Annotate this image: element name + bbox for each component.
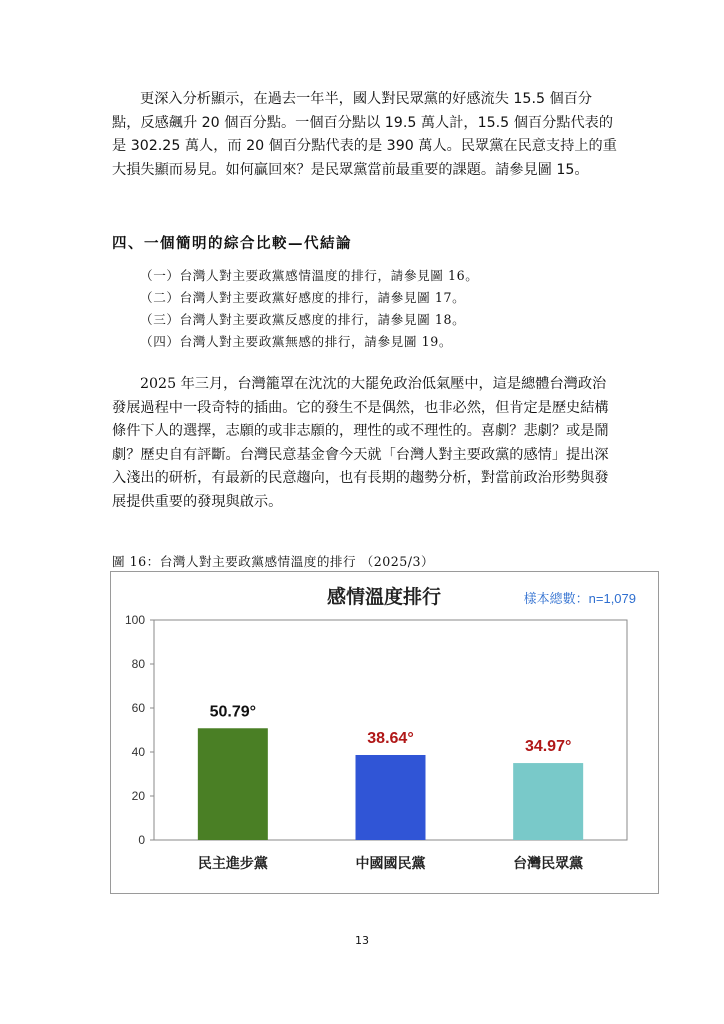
list-item: （二）台灣人對主要政黨好感度的排行，請參見圖 17。 [140,290,466,305]
bar-chart-frame [110,571,659,894]
list-item: （四）台灣人對主要政黨無感的排行，請參見圖 19。 [140,334,453,349]
bar-chart [111,572,658,893]
paragraph-conclusion: 2025 年三月，台灣籠罩在沈沈的大罷免政治低氣壓中，這是總體台灣政治發展過程中一段奇特的插曲。它的發生不是偶然，也非必然，但肯定是歷史結構條件下人的選擇，志願的或非志願的，理性的或不理性的。喜劇？悲劇？或是鬧劇？歷史自有評斷。台灣民意基金會今天就「台灣人對主要政黨的感情」提出深入淺出的研析，有最新的民意趨向，也有長期的趨勢分析，對當前政治形勢與發展提供重要的發現與啟示。 [112,376,609,510]
list-item: （三）台灣人對主要政黨反感度的排行，請參見圖 18。 [140,312,466,327]
x-category-label: 中國國民黨 [355,855,426,871]
paragraph-tpp-analysis: 更深入分析顯示，在過去一年半，國人對民眾黨的好感流失 15.5 個百分點，反感飆升 20 個百分點。一個百分點以 19.5 萬人計，15.5 個百分點代表的是 302.25 萬人，而 20 個百分點代表的是 390 萬人。民眾黨在民意支持上的重大損失顯而易見。如何贏回來？是民眾黨當前最重要的課題。請參見圖 15。 [112,91,617,178]
data-label: 38.64° [367,729,414,747]
bar [198,728,268,840]
figure-reference-list [140,265,478,353]
y-tick-label: 20 [131,789,145,803]
list-item: （一）台灣人對主要政黨感情溫度的排行，請參見圖 16。 [140,268,479,283]
x-category-label: 台灣民眾黨 [513,855,584,871]
figure-caption: 圖 16：台灣人對主要政黨感情溫度的排行 （2025/3） [112,554,435,569]
page-number: 13 [355,934,369,947]
bar [513,763,583,840]
chart-title: 感情溫度排行 [326,587,442,608]
data-label: 34.97° [524,738,572,756]
y-tick-label: 80 [131,657,145,671]
data-label: 50.79° [209,703,257,721]
y-tick-label: 60 [131,701,145,715]
y-tick-label: 0 [138,833,145,847]
y-tick-label: 40 [131,745,145,759]
x-category-label: 民主進步黨 [197,855,268,871]
y-tick-label: 100 [124,613,145,627]
bar [356,755,426,840]
chart-sample-note: 樣本總數：n=1,079 [523,591,636,606]
section-heading: 四、一個簡明的綜合比較—代結論 [112,235,352,252]
